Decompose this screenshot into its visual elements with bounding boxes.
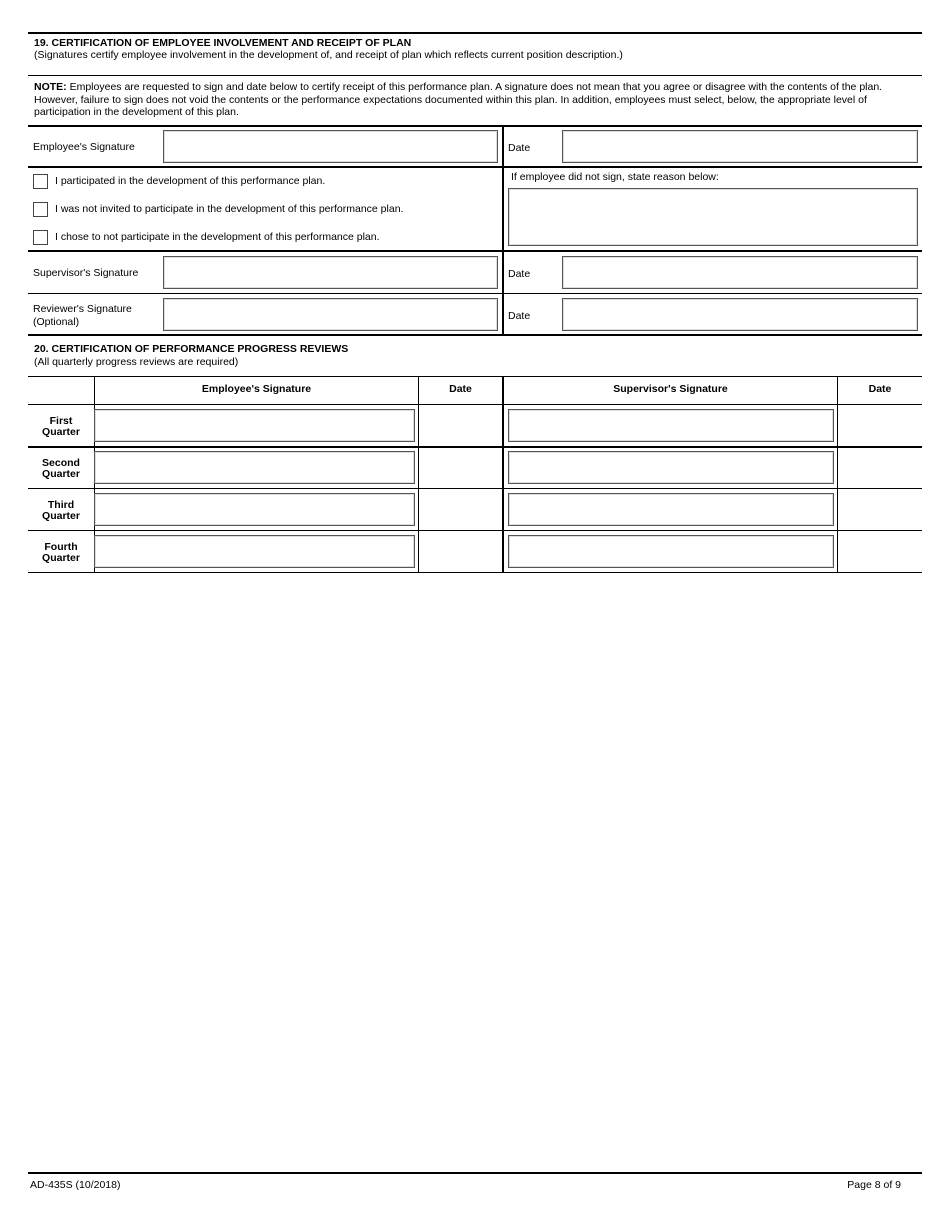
quarter-label-line2: Quarter: [42, 468, 80, 480]
reviewer-signature-field[interactable]: [163, 298, 498, 331]
review-table-top-rule: [28, 376, 922, 377]
employee-date-field[interactable]: [562, 130, 918, 163]
supervisor-date-label: Date: [508, 268, 531, 280]
quarter-label-line1: Third: [47, 499, 75, 511]
quarter-label-second: [28, 458, 94, 480]
quarter-label-first: [28, 416, 94, 438]
page-number: Page 8 of 9: [847, 1179, 901, 1191]
second-quarter-employee-date[interactable]: [419, 448, 502, 488]
first-quarter-employee-date[interactable]: [419, 405, 502, 446]
header-supervisor-date: Date: [868, 383, 892, 395]
second-quarter-supervisor-date[interactable]: [838, 448, 922, 488]
first-quarter-supervisor-signature[interactable]: [508, 409, 834, 442]
footer-rule: [28, 1172, 922, 1174]
supervisor-signature-field[interactable]: [163, 256, 498, 289]
review-table-bottom-rule: [28, 572, 922, 573]
row-rule-2: [28, 250, 922, 252]
signature-table-divider: [502, 125, 504, 335]
reviewer-date-field[interactable]: [562, 298, 918, 331]
employee-signature-field[interactable]: [163, 130, 498, 163]
section-19-title: 19. CERTIFICATION OF EMPLOYEE INVOLVEMENT AND RECEIPT OF PLAN: [34, 37, 412, 49]
row-rule-1: [28, 166, 922, 168]
fourth-quarter-employee-date[interactable]: [419, 531, 502, 572]
third-quarter-supervisor-signature[interactable]: [508, 493, 834, 526]
fourth-quarter-supervisor-date[interactable]: [838, 531, 922, 572]
reviewer-optional-label: (Optional): [33, 316, 80, 328]
employee-signature-label: Employee's Signature: [33, 141, 135, 153]
fourth-quarter-supervisor-signature[interactable]: [508, 535, 834, 568]
third-quarter-employee-signature[interactable]: [94, 493, 415, 526]
quarter-label-third: [28, 500, 94, 522]
reviewer-signature-label: Reviewer's Signature: [33, 303, 132, 315]
signature-table-top-rule: [28, 125, 922, 127]
not-invited-label: I was not invited to participate in the development of this performance plan.: [55, 203, 404, 215]
first-quarter-employee-signature[interactable]: [94, 409, 415, 442]
third-quarter-supervisor-date[interactable]: [838, 489, 922, 530]
note-paragraph: [34, 81, 904, 119]
second-quarter-employee-signature[interactable]: [94, 451, 415, 484]
note-top-rule: [28, 75, 922, 76]
reason-field[interactable]: [508, 188, 918, 246]
header-employee-date: Date: [449, 383, 472, 395]
quarter-label-line1: First: [49, 415, 73, 427]
employee-date-label: Date: [508, 142, 531, 154]
section-19-subtitle: (Signatures certify employee involvement in the development of, and receipt of plan which reflects current position description.): [34, 49, 623, 61]
second-quarter-supervisor-signature[interactable]: [508, 451, 834, 484]
supervisor-signature-label: Supervisor's Signature: [33, 267, 139, 279]
first-quarter-supervisor-date[interactable]: [838, 405, 922, 446]
quarter-label-fourth: [28, 542, 94, 564]
section-19-top-rule: [28, 32, 922, 34]
quarter-label-line1: Second: [42, 457, 80, 469]
participated-checkbox[interactable]: [33, 174, 48, 189]
row-rule-3: [28, 293, 922, 294]
quarter-label-line2: Quarter: [42, 552, 80, 564]
quarter-label-line1: Fourth: [44, 541, 78, 553]
note-text: Employees are requested to sign and date below to certify receipt of this performance plan. A signature does not mean that you agree or disagree with the contents of the plan. However, failure to sign does not void the contents or the performance expectations documented within this plan. In addition, employees must select, below, the appropriate level of participation in the development of this plan.: [34, 81, 883, 118]
header-supervisor-signature: Supervisor's Signature: [613, 383, 728, 395]
quarter-label-line2: Quarter: [42, 426, 80, 438]
form-id: AD-435S (10/2018): [30, 1179, 121, 1191]
reviewer-date-label: Date: [508, 310, 531, 322]
quarter-label-line2: Quarter: [42, 510, 80, 522]
fourth-quarter-employee-signature[interactable]: [94, 535, 415, 568]
section-20-title: 20. CERTIFICATION OF PERFORMANCE PROGRESS REVIEWS: [34, 343, 349, 355]
review-table-col-3: [502, 376, 504, 572]
chose-not-participate-label: I chose to not participate in the development of this performance plan.: [55, 231, 380, 243]
note-label: NOTE:: [34, 81, 67, 93]
third-quarter-employee-date[interactable]: [419, 489, 502, 530]
header-employee-signature: Employee's Signature: [201, 383, 312, 395]
not-invited-checkbox[interactable]: [33, 202, 48, 217]
section-20-subtitle: (All quarterly progress reviews are required): [34, 356, 239, 368]
section-19-bottom-rule: [28, 334, 922, 336]
supervisor-date-field[interactable]: [562, 256, 918, 289]
chose-not-participate-checkbox[interactable]: [33, 230, 48, 245]
reason-label: If employee did not sign, state reason below:: [511, 171, 719, 183]
participated-label: I participated in the development of this performance plan.: [55, 175, 326, 187]
